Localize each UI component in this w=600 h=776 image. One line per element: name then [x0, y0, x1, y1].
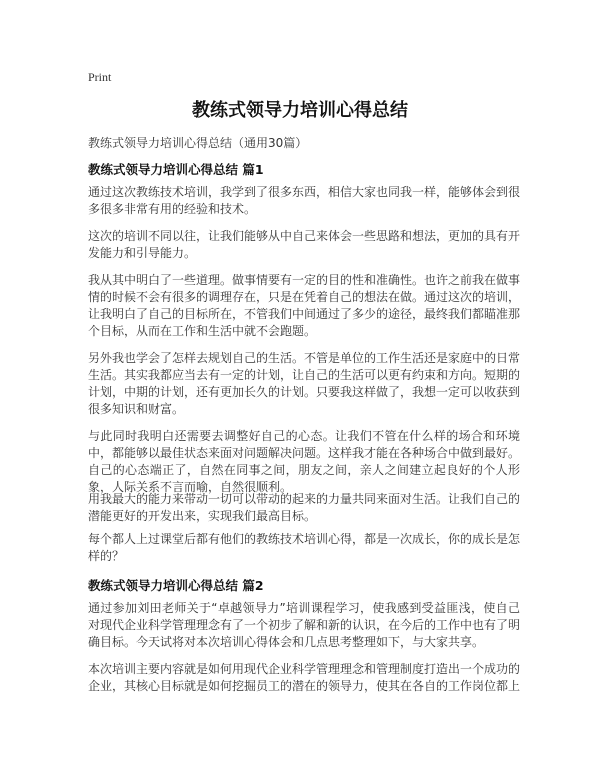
document-subtitle: 教练式领导力培训心得总结（通用30篇） [88, 136, 308, 150]
paragraph: 通过参加刘田老师关于“卓越领导力”培训课程学习，使我感到受益匪浅，使自己对现代企业科学管理理念有了一个初步了解和新的认识，在今后的工作中也有了明确目标。今天试将对本次培训心得体会和几点思考整理如下，与大家共享。 [88, 601, 521, 649]
print-label: Print [88, 70, 112, 84]
paragraph: 另外我也学会了怎样去规划自己的生活。不管是单位的工作生活还是家庭中的日常生活。其实我都应当去有一定的计划，让自己的生活可以更有约束和方向。短期的计划，中期的计划，还有更加长久的计划。只要我这样做了，我想一定可以收获到很多知识和财富。 [88, 351, 521, 416]
section-heading-2: 教练式领导力培训心得总结 篇2 [88, 578, 264, 593]
paragraph: 我从其中明白了一些道理。做事情要有一定的目的性和准确性。也许之前我在做事情的时候不会有很多的调理存在，只是在凭着自己的想法在做。通过这次的培训，让我明白了自己的目标所在，不管我们中间通过了多少的途径，最终我们都瞄准那个目标，从而在工作和生活中就不会跑题。 [88, 273, 521, 338]
paragraph: 通过这次教练技术培训，我学到了很多东西，相信大家也同我一样，能够体会到很多很多非常有用的经验和技术。 [88, 185, 521, 216]
paragraph: 与此同时我明白还需要去调整好自己的心态。让我们不管在什么样的场合和环境中，都能够以最佳状态来面对问题解决问题。这样我才能在各种场合中做到最好。自己的心态端正了，自然在同事之间，朋友之间，亲人之间建立起良好的个人形象，人际关系不言而喻，自然很顺利。 [88, 429, 521, 494]
paragraph: 每个都人上过课堂后都有他们的教练技术培训心得，都是一次成长，你的成长是怎样的？ [88, 532, 521, 563]
section-heading-1: 教练式领导力培训心得总结 篇1 [88, 162, 264, 177]
page-title: 教练式领导力培训心得总结 [192, 100, 408, 121]
paragraph: 这次的培训不同以往，让我们能够从中自己来体会一些思路和想法，更加的具有开发能力和引导能力。 [88, 229, 521, 260]
paragraph: 本次培训主要内容就是如何用现代企业科学管理理念和管理制度打造出一个成功的企业，其核心目标就是如何挖掘员工的潜在的领导力，使其在各自的工作岗位都上 [88, 662, 521, 693]
paragraph: 用我最大的能力来带动一切可以带动的起来的力量共同来面对生活。让我们自己的潜能更好的开发出来，实现我们最高目标。 [88, 492, 521, 523]
